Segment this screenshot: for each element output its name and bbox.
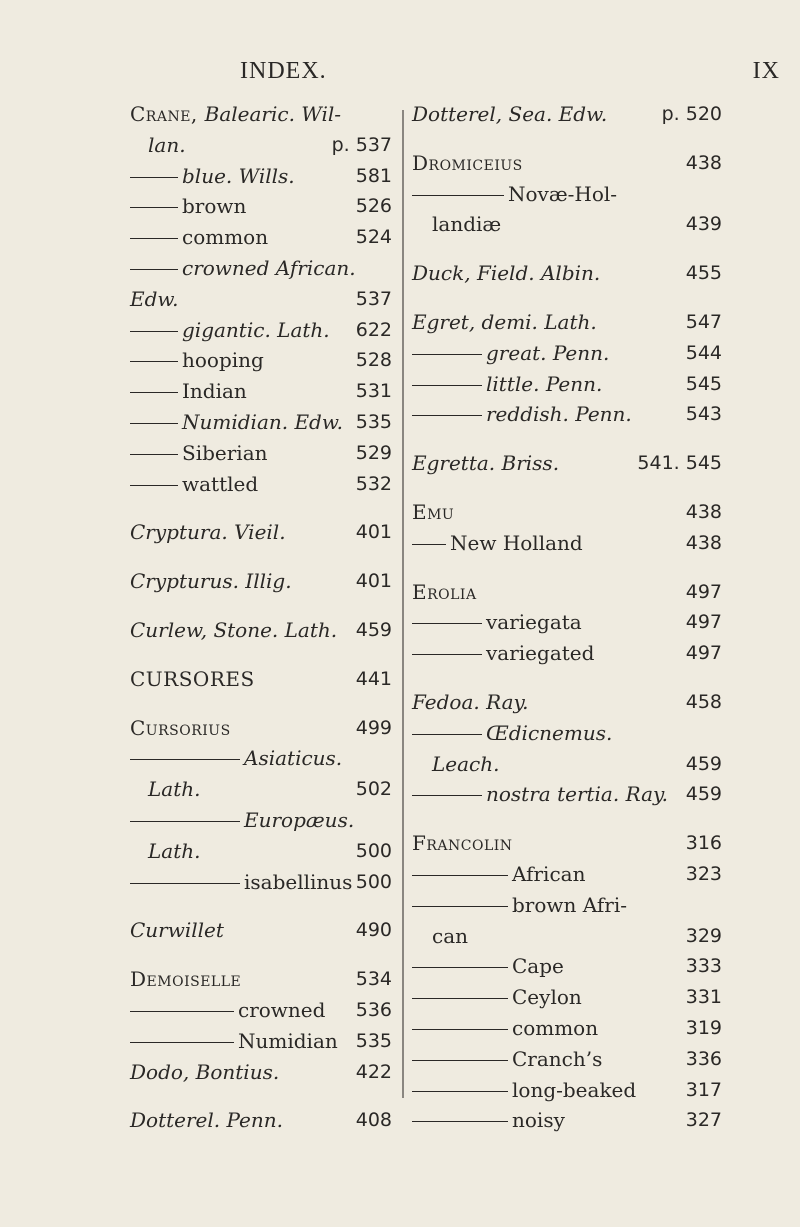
entry-term: Egretta. Briss. — [412, 451, 560, 476]
page-reference: 543 — [685, 403, 722, 426]
index-entry — [412, 639, 722, 667]
ditto-dash — [130, 207, 178, 208]
page-reference: 528 — [355, 349, 392, 372]
entry-term: variegated — [486, 641, 595, 666]
index-entry — [412, 608, 722, 636]
page-reference: 497 — [685, 611, 722, 634]
index-entry — [130, 965, 392, 993]
page-reference: 458 — [685, 691, 722, 713]
entry-term: gigantic. Lath. — [182, 317, 330, 342]
entry-term: Asiaticus. — [244, 746, 343, 771]
index-entry — [412, 498, 722, 526]
index-entry — [130, 162, 392, 190]
entry-term: Ceylon — [512, 985, 582, 1010]
page-reference: 336 — [685, 1047, 722, 1070]
page-reference: 316 — [685, 832, 722, 855]
ditto-dash — [130, 423, 178, 424]
ditto-dash — [412, 1060, 508, 1061]
ditto-dash — [130, 392, 178, 393]
page-reference: 459 — [355, 619, 392, 641]
ditto-dash — [412, 385, 482, 386]
ditto-dash — [130, 485, 178, 486]
index-entry — [130, 868, 392, 896]
page-reference: 459 — [685, 783, 722, 806]
entry-term: nostra tertia. Ray. — [486, 782, 669, 807]
entry-term: Dromiceius — [412, 150, 523, 175]
page-reference: 534 — [355, 968, 392, 991]
page-reference: 544 — [685, 341, 722, 364]
page-reference: 401 — [355, 570, 392, 593]
entry-term: Crypturus. Illig. — [130, 569, 292, 594]
page-reference: 329 — [685, 924, 722, 947]
entry-term: variegata — [486, 610, 582, 635]
page-number: IX — [752, 58, 780, 84]
index-entry — [130, 837, 392, 865]
index-entry — [130, 665, 392, 693]
page-reference: 502 — [355, 778, 392, 801]
index-entry — [412, 180, 722, 208]
entry-term: Dodo, Bontius. — [130, 1059, 280, 1084]
entry-term: Edw. — [130, 286, 179, 311]
index-entry — [412, 829, 722, 857]
ditto-dash — [130, 759, 240, 760]
entry-term: lan. — [148, 132, 186, 157]
page-reference: 408 — [355, 1109, 392, 1132]
page-reference: 497 — [685, 580, 722, 603]
page-reference: 526 — [355, 195, 392, 218]
entry-term: Lath. — [148, 777, 201, 802]
ditto-dash — [412, 354, 482, 355]
page-reference: 531 — [355, 380, 392, 403]
index-entry — [412, 259, 722, 287]
entry-term: can — [432, 923, 469, 948]
entry-term: Dotterel, Sea. Edw. — [412, 102, 608, 126]
ditto-dash — [130, 821, 240, 822]
index-entry — [412, 578, 722, 606]
index-entry — [130, 377, 392, 405]
ditto-dash — [412, 1121, 508, 1122]
index-entry — [130, 775, 392, 803]
entry-term: Francolin — [412, 831, 513, 856]
page-reference: 455 — [685, 262, 722, 285]
entry-term: wattled — [182, 471, 259, 496]
index-entry — [130, 1058, 392, 1086]
page-reference: 459 — [685, 752, 722, 775]
entry-term: Crane, Balearic. Wil- — [130, 102, 342, 126]
page-reference: 536 — [355, 999, 392, 1021]
entry-term: great. Penn. — [486, 340, 610, 365]
page-reference: 438 — [685, 531, 722, 554]
page-title: INDEX. — [240, 58, 327, 84]
ditto-dash — [412, 734, 482, 735]
entry-term: Indian — [182, 379, 247, 404]
page-reference: 581 — [355, 164, 392, 187]
entry-term: common — [182, 225, 269, 250]
entry-term: Curwillet — [130, 918, 224, 943]
page-reference: 524 — [355, 226, 392, 249]
index-entry — [412, 983, 722, 1011]
index-entry — [130, 285, 392, 313]
entry-term: little. Penn. — [486, 371, 603, 396]
entry-term: Lath. — [148, 838, 201, 863]
ditto-dash — [130, 177, 178, 178]
entry-term: noisy — [512, 1108, 565, 1133]
ditto-dash — [412, 1091, 508, 1092]
page-reference: 547 — [685, 311, 722, 333]
entry-term: Dotterel. Penn. — [130, 1108, 284, 1133]
entry-term: Numidian. Edw. — [182, 410, 343, 434]
index-entry — [130, 1106, 392, 1134]
ditto-dash — [130, 331, 178, 332]
index-entry — [130, 346, 392, 374]
index-entry — [130, 714, 392, 742]
index-entry — [130, 439, 392, 467]
page-reference: 438 — [685, 151, 722, 174]
page-reference: 497 — [685, 642, 722, 665]
entry-term: CURSORES — [130, 666, 255, 691]
entry-term: long-beaked — [512, 1077, 637, 1102]
ditto-dash — [130, 238, 178, 239]
page-reference: 438 — [685, 501, 722, 523]
page-reference: 333 — [685, 955, 722, 978]
page-reference: 331 — [685, 986, 722, 1009]
page-reference: 499 — [355, 716, 392, 739]
index-entry — [412, 891, 722, 919]
entry-term: Curlew, Stone. Lath. — [130, 618, 338, 642]
ditto-dash — [412, 906, 508, 907]
index-entry — [130, 316, 392, 344]
entry-term: crowned African. — [182, 256, 356, 280]
index-entry — [412, 449, 722, 477]
index-entry — [412, 750, 722, 778]
entry-term: common — [512, 1016, 599, 1040]
ditto-dash — [412, 1029, 508, 1030]
page-reference: 323 — [685, 863, 722, 885]
entry-term: Cranch’s — [512, 1046, 603, 1071]
index-entry — [130, 806, 392, 834]
ditto-dash — [130, 1042, 234, 1043]
ditto-dash — [412, 998, 508, 999]
index-entry — [412, 400, 722, 428]
page-reference: 317 — [685, 1078, 722, 1101]
page-reference: 441 — [355, 667, 392, 690]
index-entry — [412, 1106, 722, 1134]
page-reference: 500 — [355, 870, 392, 893]
entry-term: brown Afri- — [512, 892, 627, 917]
page-reference: 532 — [355, 472, 392, 495]
index-entry — [412, 210, 722, 238]
index-entry — [130, 408, 392, 436]
index-entry — [130, 254, 392, 282]
page-reference: 545 — [685, 372, 722, 395]
index-entry — [412, 780, 722, 808]
index-entry — [412, 339, 722, 367]
index-entry — [412, 719, 722, 747]
index-entry — [130, 223, 392, 251]
index-entry — [130, 100, 392, 128]
page-reference: 535 — [355, 1029, 392, 1052]
index-entry — [412, 529, 722, 557]
entry-term: African — [512, 862, 586, 886]
entry-term: Demoiselle — [130, 967, 242, 992]
page-reference: 319 — [685, 1017, 722, 1039]
page-reference: 537 — [355, 287, 392, 310]
ditto-dash — [412, 195, 504, 196]
ditto-dash — [130, 1011, 234, 1012]
page-reference: 401 — [355, 521, 392, 544]
index-entry — [130, 470, 392, 498]
index-entry — [412, 308, 722, 336]
entry-term: New Holland — [450, 530, 583, 555]
page-reference: 490 — [355, 919, 392, 942]
index-entry — [130, 131, 392, 159]
entry-term: Cursorius — [130, 715, 231, 740]
ditto-dash — [130, 361, 178, 362]
index-entry — [412, 860, 722, 888]
ditto-dash — [412, 544, 446, 545]
entry-term: Fedoa. Ray. — [412, 690, 529, 714]
page-reference: 500 — [355, 839, 392, 862]
page-reference: p. 520 — [661, 103, 722, 125]
entry-term: reddish. Penn. — [486, 402, 632, 427]
ditto-dash — [412, 415, 482, 416]
index-entry — [412, 1045, 722, 1073]
ditto-dash — [412, 875, 508, 876]
ditto-dash — [130, 269, 178, 270]
entry-term: Duck, Field. Albin. — [412, 261, 601, 286]
ditto-dash — [412, 795, 482, 796]
ditto-dash — [412, 967, 508, 968]
index-entry — [412, 1076, 722, 1104]
entry-term: Œdicnemus. — [486, 720, 613, 745]
entry-term: hooping — [182, 348, 264, 373]
entry-term: Cape — [512, 954, 564, 979]
page-reference: 541. 545 — [637, 452, 722, 475]
index-entry — [130, 518, 392, 546]
index-entry — [412, 149, 722, 177]
index-entry — [130, 916, 392, 944]
index-entry — [412, 688, 722, 716]
page-reference: 622 — [355, 318, 392, 341]
page-reference: 327 — [685, 1109, 722, 1132]
page-reference: 529 — [355, 441, 392, 464]
index-entry — [130, 192, 392, 220]
ditto-dash — [130, 883, 240, 884]
entry-term: Europæus. — [244, 808, 355, 832]
index-entry — [412, 100, 722, 128]
index-entry — [130, 616, 392, 644]
entry-term: Siberian — [182, 440, 268, 465]
index-entry — [412, 952, 722, 980]
index-entry — [130, 744, 392, 772]
index-entry — [412, 1014, 722, 1042]
page-reference: 535 — [355, 411, 392, 433]
entry-term: isabellinus — [244, 869, 353, 894]
ditto-dash — [130, 454, 178, 455]
index-entry — [130, 1027, 392, 1055]
page-reference: p. 537 — [331, 133, 392, 156]
entry-term: blue. Wills. — [182, 163, 295, 188]
entry-term: Erolia — [412, 579, 477, 604]
ditto-dash — [412, 654, 482, 655]
entry-term: Novæ-Hol- — [508, 181, 618, 206]
entry-term: Leach. — [432, 751, 500, 776]
entry-term: crowned — [238, 998, 326, 1022]
entry-term: Egret, demi. Lath. — [412, 310, 597, 334]
index-entry — [130, 996, 392, 1024]
index-entry — [412, 922, 722, 950]
page-reference: 422 — [355, 1060, 392, 1083]
index-entry — [130, 567, 392, 595]
entry-term: Emu — [412, 500, 455, 524]
ditto-dash — [412, 623, 482, 624]
page-reference: 439 — [685, 213, 722, 236]
entry-term: landiæ — [432, 212, 502, 237]
column-divider — [402, 110, 404, 1098]
index-entry — [412, 370, 722, 398]
entry-term: brown — [182, 194, 247, 219]
entry-term: Cryptura. Vieil. — [130, 520, 286, 545]
entry-term: Numidian — [238, 1028, 338, 1053]
